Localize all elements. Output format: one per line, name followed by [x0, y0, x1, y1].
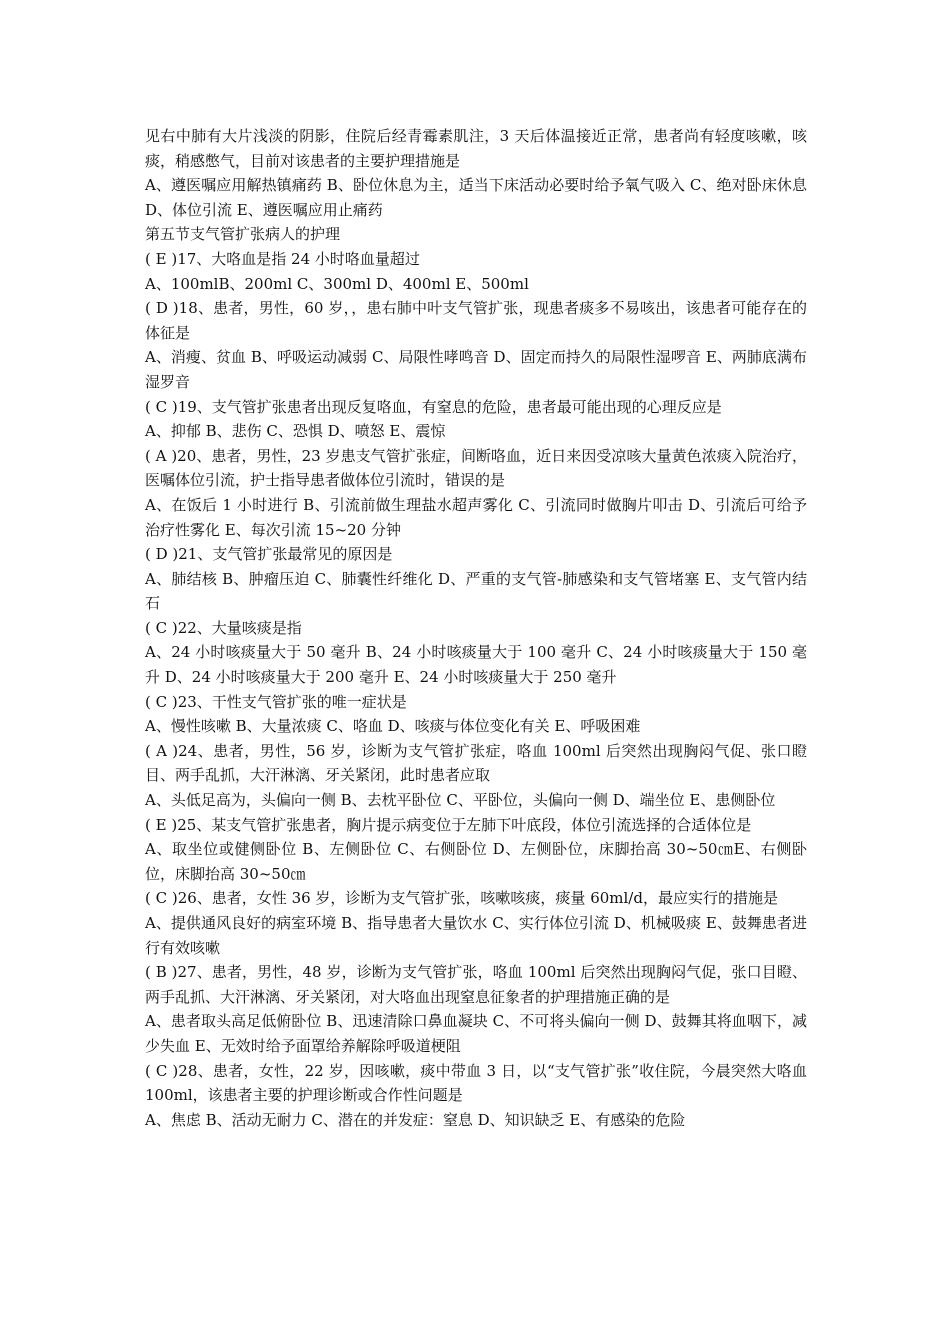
options-21: A、肺结核 B、肿瘤压迫 C、肺囊性纤维化 D、严重的支气管-肺感染和支气管堵塞 E、支气管内结石: [145, 569, 807, 613]
question-28: ( C )28、患者，女性，22 岁，因咳嗽，痰中带血 3 日，以“支气管扩张”收住院，今晨突然大咯血 100ml，该患者主要的护理诊断或合作性问题是: [145, 1061, 807, 1105]
question-22: ( C )22、大量咳痰是指: [145, 618, 302, 637]
text-line: 见右中肺有大片浅淡的阴影，住院后经青霉素肌注，3 天后体温接近正常，患者尚有轻度咳嗽，咳痰，稍感憋气，目前对该患者的主要护理措施是: [145, 127, 807, 170]
options-28: A、焦虑 B、活动无耐力 C、潜在的并发症：窒息 D、知识缺乏 E、有感染的危险: [145, 1110, 686, 1129]
text-line: A、遵医嘱应用解热镇痛药 B、卧位休息为主，适当下床活动必要时给予氧气吸入 C、绝对卧床休息 D、体位引流 E、遵医嘱应用止痛药: [145, 176, 807, 219]
question-23: ( C )23、干性支气管扩张的唯一症状是: [145, 692, 407, 711]
options-26: A、提供通风良好的病室环境 B、指导患者大量饮水 C、实行体位引流 D、机械吸痰 E、鼓舞患者进行有效咳嗽: [145, 914, 807, 957]
question-19: ( C )19、支气管扩张患者出现反复咯血，有窒息的危险，患者最可能出现的心理反应是: [145, 397, 722, 416]
options-22: A、24 小时咳痰量大于 50 毫升 B、24 小时咳痰量大于 100 毫升 C、24 小时咳痰量大于 150 毫升 D、24 小时咳痰量大于 200 毫升 E、24 小时咳痰量大于 250 毫升: [145, 643, 807, 687]
question-17: ( E )17、大咯血是指 24 小时咯血量超过: [145, 249, 420, 268]
document-body: [145, 124, 807, 1132]
question-21: ( D )21、支气管扩张最常见的原因是: [145, 545, 393, 564]
question-25: ( E )25、某支气管扩张患者，胸片提示病变位于左肺下叶底段，体位引流选择的合适体位是: [145, 815, 752, 834]
options-17: A、100mlB、200ml C、300ml D、400ml E、500ml: [145, 274, 529, 293]
options-18: A、消瘦、贫血 B、呼吸运动减弱 C、局限性哮鸣音 D、固定而持久的局限性湿啰音 E、两肺底满布湿罗音: [145, 348, 807, 391]
question-18: ( D )18、患者，男性，60 岁，，患右肺中叶支气管扩张，现患者痰多不易咳出，该患者可能存在的体征是: [145, 299, 807, 342]
options-24: A、头低足高为，头偏向一侧 B、去枕平卧位 C、平卧位，头偏向一侧 D、端坐位 E、患侧卧位: [145, 791, 776, 810]
options-23: A、慢性咳嗽 B、大量浓痰 C、咯血 D、咳痰与体位变化有关 E、呼吸困难: [145, 717, 641, 736]
question-20: ( A )20、患者，男性，23 岁患支气管扩张症，间断咯血，近日来因受凉咳大量黄色浓痰入院治疗，医嘱体位引流，护士指导患者做体位引流时，错误的是: [145, 446, 807, 490]
question-24: ( A )24、患者，男性，56 岁，诊断为支气管扩张症，咯血 100ml 后突然出现胸闷气促、张口瞪目、两手乱抓，大汗淋漓、牙关紧闭，此时患者应取: [145, 741, 807, 785]
question-27: ( B )27、患者，男性，48 岁，诊断为支气管扩张，咯血 100ml 后突然出现胸闷气促，张口目瞪、两手乱抓、大汗淋漓、牙关紧闭，对大咯血出现窒息征象者的护理措施正确的是: [145, 963, 807, 1006]
options-19: A、抑郁 B、悲伤 C、恐惧 D、喷怒 E、震惊: [145, 422, 446, 441]
options-25: A、取坐位或健侧卧位 B、左侧卧位 C、右侧卧位 D、左侧卧位，床脚抬高 30~50㎝E、右侧卧位，床脚抬高 30~50㎝: [145, 840, 807, 883]
options-20: A、在饭后 1 小时进行 B、引流前做生理盐水超声雾化 C、引流同时做胸片叩击 D、引流后可给予治疗性雾化 E、每次引流 15~20 分钟: [145, 495, 807, 539]
question-26: ( C )26、患者，女性 36 岁，诊断为支气管扩张，咳嗽咳痰，痰量 60ml/d，最应实行的措施是: [145, 889, 778, 908]
options-27: A、患者取头高足低俯卧位 B、迅速清除口鼻血凝块 C、不可将头偏向一侧 D、鼓舞其将血咽下，减少失血 E、无效时给予面罩给养解除呼吸道梗阻: [145, 1012, 807, 1055]
section-heading: 第五节支气管扩张病人的护理: [145, 225, 341, 244]
